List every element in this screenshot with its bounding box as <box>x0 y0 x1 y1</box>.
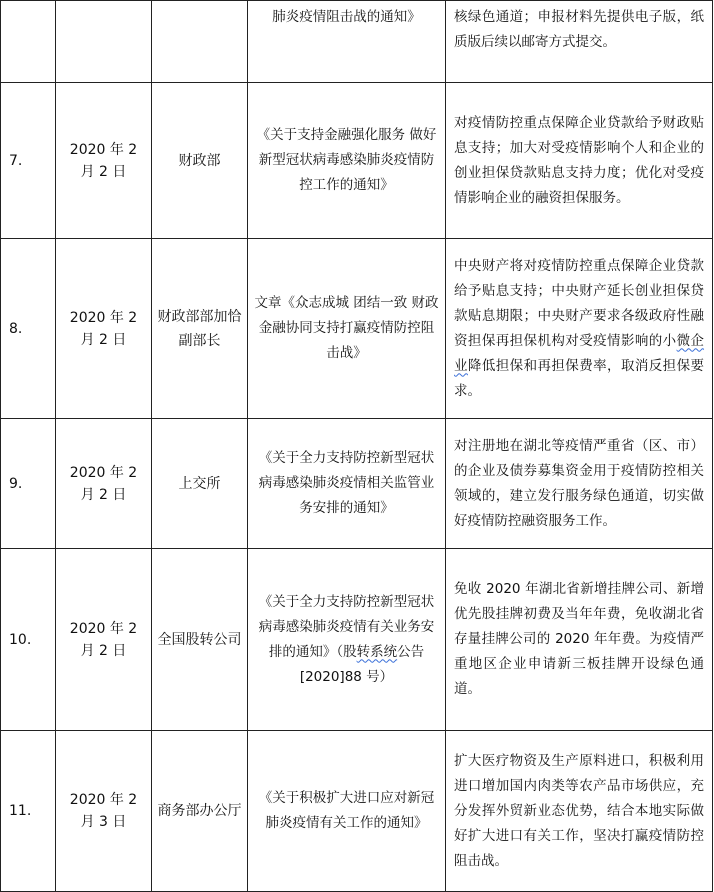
release-date <box>56 83 152 239</box>
policy-content-text: 核绿色通道；申报材料先提供电子版，纸质版后续以邮寄方式提交。 <box>454 9 704 50</box>
spellcheck-underlined-text: 转系统 <box>356 643 398 660</box>
table-row <box>1 239 713 419</box>
document-title <box>248 549 446 731</box>
issuing-department: 商务部办公厅 <box>152 731 248 892</box>
document-title-text-b: 公告[2020]88 号） <box>299 643 425 685</box>
spellcheck-underlined-text: 微企业 <box>454 332 705 374</box>
date-day: 月 3 日 <box>80 814 127 830</box>
table-row <box>1 731 713 892</box>
content-text-b: 降低担保和再担保费率，取消反担保要求。 <box>454 357 705 399</box>
date-day: 月 2 日 <box>80 163 127 180</box>
issuing-department: 上交所 <box>152 419 248 549</box>
issuing-department: 全国股转公司 <box>152 549 248 731</box>
release-date <box>56 549 152 731</box>
content-text-a: 中央财产将对疫情防控重点保障企业贷款给予贴息支持；中央财产延长创业担保贷款贴息期限；中央财产要求各级政府性融资担保再担保机构对受疫情影响的小 <box>454 257 704 349</box>
table-row <box>1 1 713 83</box>
date-year-month: 2020 年 2 <box>69 309 138 326</box>
document-title: 《关于支持金融强化服务 做好新型冠状病毒感染肺炎疫情防控工作的通知》 <box>248 83 446 239</box>
date-year-month: 2020 年 2 <box>69 792 138 808</box>
release-date <box>56 1 152 83</box>
row-number: 7. <box>1 83 56 239</box>
table-row <box>1 419 713 549</box>
row-number: 10. <box>1 549 56 731</box>
policy-content: 对疫情防控重点保障企业贷款给予财政贴息支持；加大对受疫情影响个人和企业的创业担保贷款贴息支持力度；优化对受疫情影响企业的融资担保服务。 <box>446 83 713 239</box>
release-date <box>56 731 152 892</box>
date-day: 月 2 日 <box>80 642 127 659</box>
date-day: 月 2 日 <box>80 486 127 503</box>
row-number: 9. <box>1 419 56 549</box>
policy-content <box>446 239 713 419</box>
release-date <box>56 239 152 419</box>
row-number: 11. <box>1 731 56 892</box>
policy-content: 扩大医疗物资及生产原料进口，积极利用进口增加国内肉类等农产品市场供应，充分发挥外贸新业态优势，结合本地实际做好扩大进口有关工作，坚决打赢疫情防控阻击战。 <box>446 731 713 892</box>
issuing-department <box>152 1 248 83</box>
row-number: 8. <box>1 239 56 419</box>
table-row <box>1 549 713 731</box>
policy-content: 对注册地在湖北等疫情严重省（区、市）的企业及债券募集资金用于疫情防控相关领域的，建立发行服务绿色通道，切实做好疫情防控融资服务工作。 <box>446 419 713 549</box>
issuing-department: 财政部部加恰副部长 <box>152 239 248 419</box>
document-title <box>248 1 446 83</box>
issuing-department: 财政部 <box>152 83 248 239</box>
date-year-month: 2020 年 2 <box>69 620 138 637</box>
document-title: 《关于积极扩大进口应对新冠肺炎疫情有关工作的通知》 <box>248 731 446 892</box>
policy-content <box>446 1 713 83</box>
document-title-text: 肺炎疫情阻击战的通知》 <box>272 9 421 25</box>
document-title-text-a: 《关于全力支持防控新型冠状病毒感染肺炎疫情有关业务安排的通知》（股 <box>258 593 435 660</box>
date-year-month: 2020 年 2 <box>69 141 138 158</box>
row-number <box>1 1 56 83</box>
document-title: 文章《众志成城 团结一致 财政金融协同支持打赢疫情防控阻击战》 <box>248 239 446 419</box>
date-year-month: 2020 年 2 <box>69 464 138 481</box>
table-row <box>1 83 713 239</box>
date-day: 月 2 日 <box>80 331 127 348</box>
policy-content: 免收 2020 年湖北省新增挂牌公司、新增优先股挂牌初费及当年年费，免收湖北省存量挂牌公司的 2020 年年费。为疫情严重地区企业申请新三板挂牌开设绿色通道。 <box>446 549 713 731</box>
release-date <box>56 419 152 549</box>
document-title: 《关于全力支持防控新型冠状病毒感染肺炎疫情相关监管业务安排的通知》 <box>248 419 446 549</box>
